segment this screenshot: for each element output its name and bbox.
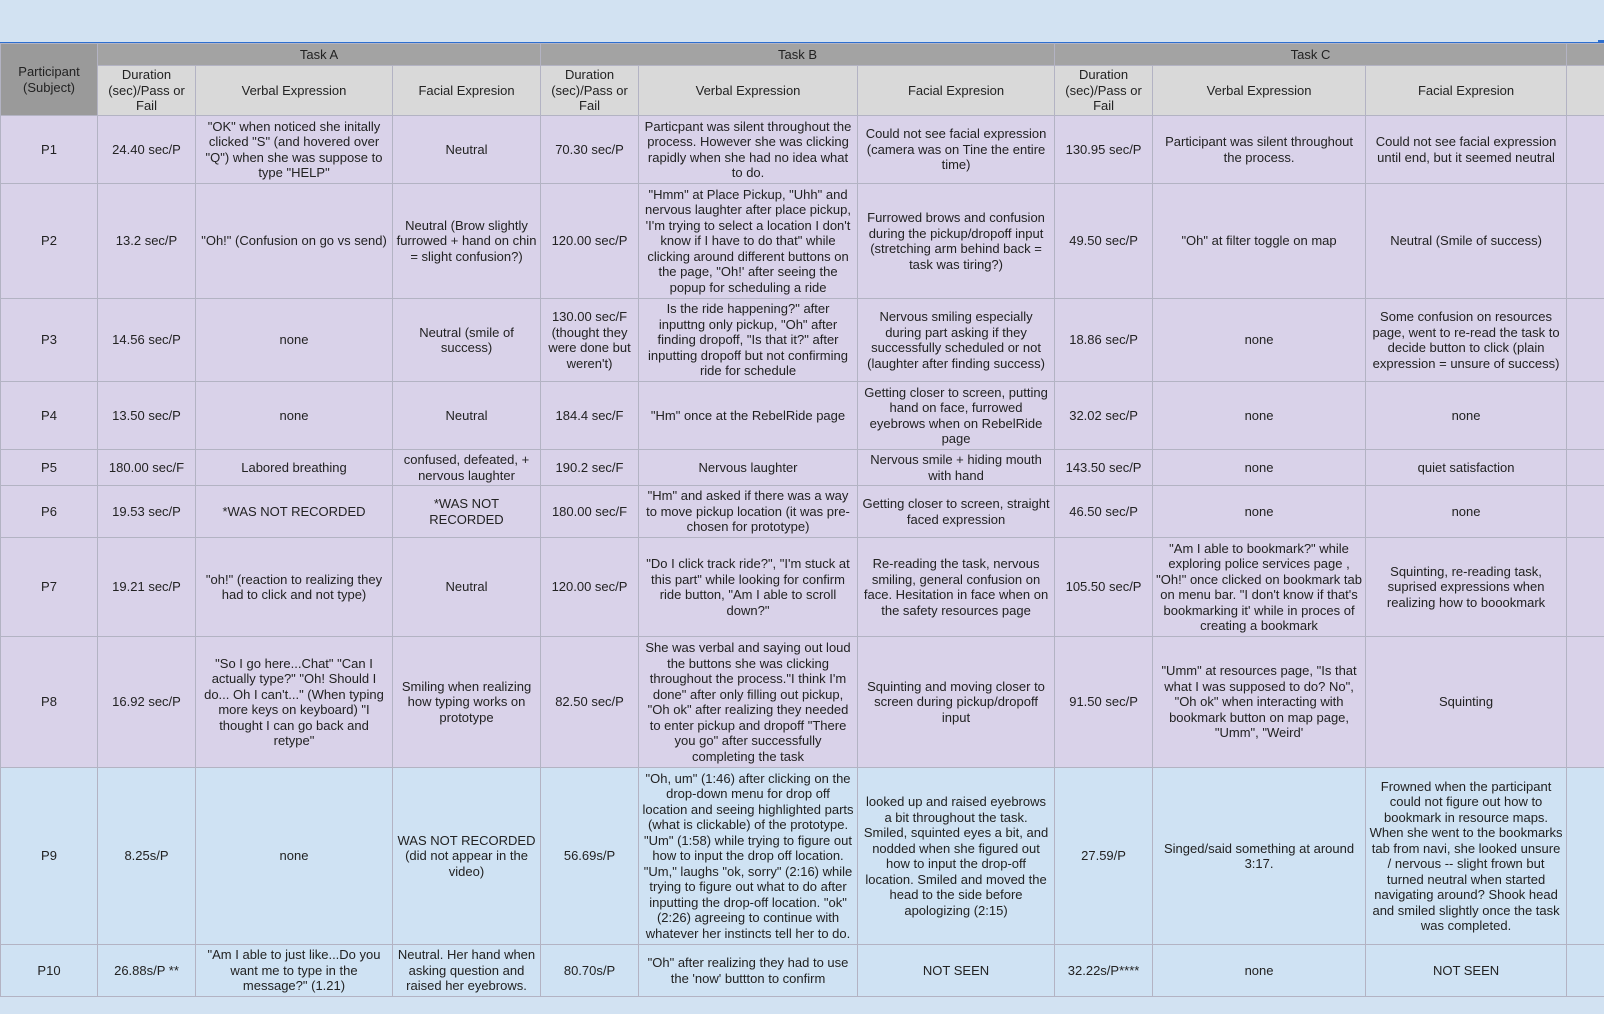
- task-b-facial-cell[interactable]: Nervous smiling especially during part asking if they successfully scheduled or not (laughter after finding success): [858, 299, 1055, 382]
- table-row: [1, 637, 1604, 768]
- participant-cell[interactable]: P2: [1, 184, 98, 299]
- task-a-verbal-cell[interactable]: "Oh!" (Confusion on go vs send): [196, 184, 393, 299]
- task-b-duration-cell[interactable]: 70.30 sec/P: [541, 116, 639, 184]
- task-b-verbal-cell[interactable]: "Oh" after realizing they had to use the 'now' buttton to confirm: [639, 945, 858, 997]
- participant-cell[interactable]: P8: [1, 637, 98, 768]
- task-b-verbal-cell[interactable]: "Do I click track ride?", "I'm stuck at this part" while looking for confirm ride button, "Am I able to scroll down?": [639, 538, 858, 637]
- task-c-duration-cell[interactable]: 130.95 sec/P: [1055, 116, 1153, 184]
- task-b-verbal-cell[interactable]: Is the ride happening?" after inputtng only pickup, "Oh" after finding dropoff, "Is that it?" after inputting dropoff but not confirming ride for schedule: [639, 299, 858, 382]
- empty-cell[interactable]: [1567, 299, 1604, 382]
- participant-cell[interactable]: P5: [1, 450, 98, 486]
- participant-cell[interactable]: P6: [1, 486, 98, 538]
- empty-cell[interactable]: [1567, 768, 1604, 945]
- task-c-facial-cell[interactable]: Neutral (Smile of success): [1366, 184, 1567, 299]
- task-a-duration-cell[interactable]: 19.53 sec/P: [98, 486, 196, 538]
- empty-header-cell[interactable]: [1567, 44, 1604, 66]
- empty-cell[interactable]: [1567, 382, 1604, 450]
- task-b-verbal-cell[interactable]: Nervous laughter: [639, 450, 858, 486]
- task-c-facial-cell[interactable]: Squinting, re-reading task, suprised expressions when realizing how to boookmark: [1366, 538, 1567, 637]
- empty-cell[interactable]: [1567, 538, 1604, 637]
- task-b-facial-cell[interactable]: Re-reading the task, nervous smiling, general confusion on face. Hesitation in face when on the safety resources page: [858, 538, 1055, 637]
- task-c-header[interactable]: Task C: [1055, 44, 1567, 66]
- task-c-verbal-cell[interactable]: "Am I able to bookmark?" while exploring police services page , "Oh!" once clicked on bookmark tab on menu bar. "I don't know if that's bookmarking it' while in proces of creating a bookmark: [1153, 538, 1366, 637]
- task-c-facial-cell[interactable]: none: [1366, 382, 1567, 450]
- table-row: [1, 538, 1604, 637]
- task-b-facial-cell[interactable]: Getting closer to screen, putting hand on face, furrowed eyebrows when on RebelRide page: [858, 382, 1055, 450]
- task-a-verbal-cell[interactable]: none: [196, 382, 393, 450]
- task-c-facial-cell[interactable]: none: [1366, 486, 1567, 538]
- task-c-duration-cell[interactable]: 32.02 sec/P: [1055, 382, 1153, 450]
- task-a-duration-cell[interactable]: 13.50 sec/P: [98, 382, 196, 450]
- task-b-facial-cell[interactable]: Furrowed brows and confusion during the pickup/dropoff input (stretching arm behind back = task was tiring?): [858, 184, 1055, 299]
- task-a-verbal-cell[interactable]: "Am I able to just like...Do you want me to type in the message?" (1.21): [196, 945, 393, 997]
- table-row: [1, 486, 1604, 538]
- study-results-table: [0, 43, 1604, 997]
- table-row: [1, 116, 1604, 184]
- participant-cell[interactable]: P9: [1, 768, 98, 945]
- task-a-verbal-cell[interactable]: none: [196, 299, 393, 382]
- task-c-duration-cell[interactable]: 18.86 sec/P: [1055, 299, 1153, 382]
- participant-cell[interactable]: P1: [1, 116, 98, 184]
- task-a-verbal-cell[interactable]: "OK" when noticed she initally clicked "S" (and hovered over "Q") when she was suppose to type "HELP": [196, 116, 393, 184]
- task-a-verbal-cell[interactable]: Labored breathing: [196, 450, 393, 486]
- task-b-facial-cell[interactable]: Could not see facial expression (camera was on Tine the entire time): [858, 116, 1055, 184]
- task-a-duration-cell[interactable]: 8.25s/P: [98, 768, 196, 945]
- task-b-facial-cell[interactable]: Nervous smile + hiding mouth with hand: [858, 450, 1055, 486]
- task-b-duration-cell[interactable]: 184.4 sec/F: [541, 382, 639, 450]
- task-c-verbal-cell[interactable]: "Umm" at resources page, "Is that what I was supposed to do? No", "Oh ok" when interacting with bookmark button on map page, "Umm", "Weird': [1153, 637, 1366, 768]
- task-c-facial-header[interactable]: Facial Expresion: [1366, 66, 1567, 116]
- task-a-header[interactable]: Task A: [98, 44, 541, 66]
- task-c-facial-cell[interactable]: NOT SEEN: [1366, 945, 1567, 997]
- task-c-verbal-cell[interactable]: none: [1153, 486, 1366, 538]
- task-a-duration-header[interactable]: Duration (sec)/Pass or Fail: [98, 66, 196, 116]
- empty-header-cell[interactable]: [1567, 66, 1604, 116]
- task-c-facial-cell[interactable]: Could not see facial expression until end, but it seemed neutral: [1366, 116, 1567, 184]
- task-a-verbal-cell[interactable]: "So I go here...Chat" "Can I actually type?" "Oh! Should I do... Oh I can't..." (When typing more keys on keyboard) "I thought I can go back and retype": [196, 637, 393, 768]
- task-c-duration-cell[interactable]: 32.22s/P****: [1055, 945, 1153, 997]
- task-b-duration-cell[interactable]: 130.00 sec/F (thought they were done but weren't): [541, 299, 639, 382]
- formula-bar-area: [0, 0, 1604, 44]
- task-a-facial-cell[interactable]: Neutral: [393, 382, 541, 450]
- task-c-duration-cell[interactable]: 91.50 sec/P: [1055, 637, 1153, 768]
- task-b-verbal-cell[interactable]: Particpant was silent throughout the process. However she was clicking rapidly when she had no idea what to do.: [639, 116, 858, 184]
- table-row: [1, 184, 1604, 299]
- task-a-facial-cell[interactable]: Neutral (smile of success): [393, 299, 541, 382]
- table-row: [1, 382, 1604, 450]
- task-b-verbal-cell[interactable]: "Hm" and asked if there was a way to move pickup location (it was pre-chosen for prototype): [639, 486, 858, 538]
- task-a-facial-cell[interactable]: WAS NOT RECORDED (did not appear in the video): [393, 768, 541, 945]
- task-c-duration-cell[interactable]: 49.50 sec/P: [1055, 184, 1153, 299]
- task-b-duration-cell[interactable]: 80.70s/P: [541, 945, 639, 997]
- table-row: [1, 945, 1604, 997]
- task-c-verbal-cell[interactable]: none: [1153, 382, 1366, 450]
- task-b-duration-cell[interactable]: 120.00 sec/P: [541, 538, 639, 637]
- task-c-duration-cell[interactable]: 27.59/P: [1055, 768, 1153, 945]
- task-a-facial-cell[interactable]: Neutral: [393, 116, 541, 184]
- task-a-verbal-header[interactable]: Verbal Expression: [196, 66, 393, 116]
- task-a-facial-cell[interactable]: confused, defeated, + nervous laughter: [393, 450, 541, 486]
- task-a-facial-cell[interactable]: Neutral: [393, 538, 541, 637]
- empty-cell[interactable]: [1567, 116, 1604, 184]
- participant-cell[interactable]: P7: [1, 538, 98, 637]
- task-a-facial-cell[interactable]: Neutral (Brow slightly furrowed + hand on chin = slight confusion?): [393, 184, 541, 299]
- task-a-facial-cell[interactable]: *WAS NOT RECORDED: [393, 486, 541, 538]
- task-a-duration-cell[interactable]: 180.00 sec/F: [98, 450, 196, 486]
- task-b-verbal-cell[interactable]: "Oh, um" (1:46) after clicking on the drop-down menu for drop off location and seeing highlighted parts (what is clickable) of the prototype. "Um" (1:58) while trying to figure out how to input the drop off location. "Um," laughs "ok, sorry" (2:16) while trying to figure out what to do after inputting the drop-off location. "ok" (2:26) agreeing to continue with whatever her instincts tell her to do.: [639, 768, 858, 945]
- task-b-header[interactable]: Task B: [541, 44, 1055, 66]
- task-a-verbal-cell[interactable]: *WAS NOT RECORDED: [196, 486, 393, 538]
- table-row: [1, 450, 1604, 486]
- task-a-duration-cell[interactable]: 19.21 sec/P: [98, 538, 196, 637]
- participant-cell[interactable]: P4: [1, 382, 98, 450]
- task-b-facial-header[interactable]: Facial Expresion: [858, 66, 1055, 116]
- task-c-verbal-header[interactable]: Verbal Expression: [1153, 66, 1366, 116]
- task-c-facial-cell[interactable]: Some confusion on resources page, went to re-read the task to decide button to click (plain expression = unsure of success): [1366, 299, 1567, 382]
- task-c-duration-cell[interactable]: 46.50 sec/P: [1055, 486, 1153, 538]
- empty-cell[interactable]: [1567, 486, 1604, 538]
- task-b-facial-cell[interactable]: Getting closer to screen, straight faced expression: [858, 486, 1055, 538]
- task-c-verbal-cell[interactable]: none: [1153, 299, 1366, 382]
- task-c-verbal-cell[interactable]: none: [1153, 450, 1366, 486]
- task-c-verbal-cell[interactable]: Participant was silent throughout the process.: [1153, 116, 1366, 184]
- task-c-verbal-cell[interactable]: Singed/said something at around 3:17.: [1153, 768, 1366, 945]
- task-b-verbal-cell[interactable]: "Hm" once at the RebelRide page: [639, 382, 858, 450]
- task-b-duration-header[interactable]: Duration (sec)/Pass or Fail: [541, 66, 639, 116]
- task-a-duration-cell[interactable]: 24.40 sec/P: [98, 116, 196, 184]
- empty-cell[interactable]: [1567, 450, 1604, 486]
- task-c-duration-header[interactable]: Duration (sec)/Pass or Fail: [1055, 66, 1153, 116]
- empty-cell[interactable]: [1567, 184, 1604, 299]
- task-c-facial-cell[interactable]: Squinting: [1366, 637, 1567, 768]
- task-c-verbal-cell[interactable]: "Oh" at filter toggle on map: [1153, 184, 1366, 299]
- task-b-verbal-cell[interactable]: "Hmm" at Place Pickup, "Uhh" and nervous laughter after place pickup, 'I'm trying to select a location I don't know if I have to do that" while clicking around different buttons on the page, "Oh!' after seeing the popup for scheduling a ride: [639, 184, 858, 299]
- task-a-facial-cell[interactable]: Smiling when realizing how typing works on prototype: [393, 637, 541, 768]
- task-c-duration-cell[interactable]: 105.50 sec/P: [1055, 538, 1153, 637]
- task-b-verbal-header[interactable]: Verbal Expression: [639, 66, 858, 116]
- task-c-facial-cell[interactable]: Frowned when the participant could not figure out how to bookmark in resource maps. When she went to the bookmarks tab from navi, she looked unsure / nervous -- slight frown but turned neutral when started navigating around? Shook head and smiled slightly once the task was completed.: [1366, 768, 1567, 945]
- task-a-facial-header[interactable]: Facial Expresion: [393, 66, 541, 116]
- participant-header[interactable]: Participant (Subject): [1, 44, 98, 116]
- table-row: [1, 299, 1604, 382]
- task-b-facial-cell[interactable]: NOT SEEN: [858, 945, 1055, 997]
- task-b-duration-cell[interactable]: 190.2 sec/F: [541, 450, 639, 486]
- task-b-duration-cell[interactable]: 56.69s/P: [541, 768, 639, 945]
- empty-cell[interactable]: [1567, 637, 1604, 768]
- task-b-verbal-cell[interactable]: She was verbal and saying out loud the buttons she was clicking throughout the process."I think I'm done" after only filling out pickup, "Oh ok" after realizing they needed to enter pickup and dropoff "There you go" after successfully completing the task: [639, 637, 858, 768]
- task-b-duration-cell[interactable]: 82.50 sec/P: [541, 637, 639, 768]
- task-a-duration-cell[interactable]: 14.56 sec/P: [98, 299, 196, 382]
- task-a-duration-cell[interactable]: 13.2 sec/P: [98, 184, 196, 299]
- task-c-duration-cell[interactable]: 143.50 sec/P: [1055, 450, 1153, 486]
- task-a-duration-cell[interactable]: 26.88s/P **: [98, 945, 196, 997]
- empty-cell[interactable]: [1567, 945, 1604, 997]
- task-a-verbal-cell[interactable]: none: [196, 768, 393, 945]
- participant-cell[interactable]: P3: [1, 299, 98, 382]
- participant-cell[interactable]: P10: [1, 945, 98, 997]
- task-c-verbal-cell[interactable]: none: [1153, 945, 1366, 997]
- table-row: [1, 768, 1604, 945]
- task-b-duration-cell[interactable]: 120.00 sec/P: [541, 184, 639, 299]
- task-b-facial-cell[interactable]: Squinting and moving closer to screen during pickup/dropoff input: [858, 637, 1055, 768]
- task-b-duration-cell[interactable]: 180.00 sec/F: [541, 486, 639, 538]
- task-b-facial-cell[interactable]: looked up and raised eyebrows a bit throughout the task. Smiled, squinted eyes a bit, and nodded when she figured out how to input the drop-off location. Smiled and moved the head to the side before apologizing (2:15): [858, 768, 1055, 945]
- task-a-facial-cell[interactable]: Neutral. Her hand when asking question and raised her eyebrows.: [393, 945, 541, 997]
- task-a-duration-cell[interactable]: 16.92 sec/P: [98, 637, 196, 768]
- task-a-verbal-cell[interactable]: "oh!" (reaction to realizing they had to click and not type): [196, 538, 393, 637]
- task-c-facial-cell[interactable]: quiet satisfaction: [1366, 450, 1567, 486]
